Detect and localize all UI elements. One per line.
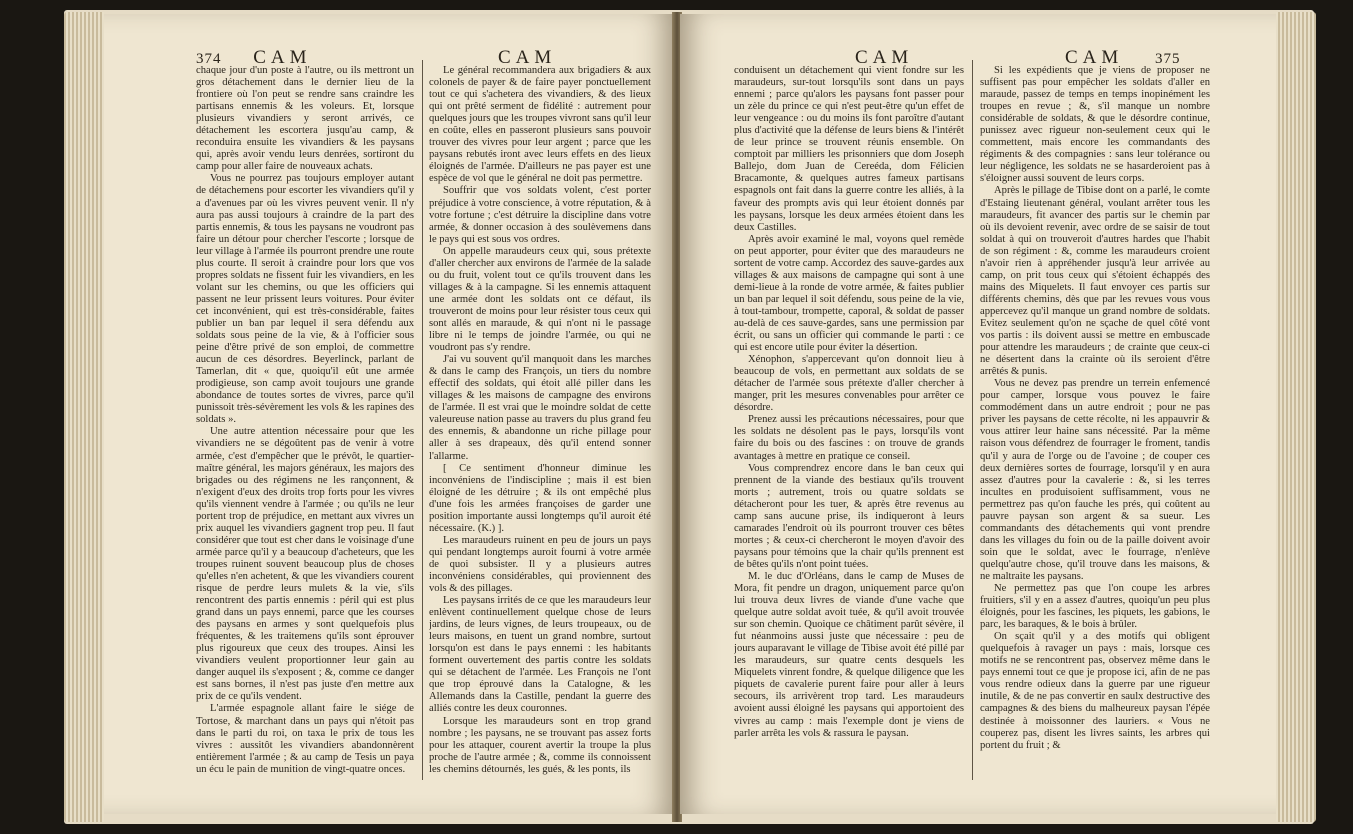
paragraph: On sçait qu'il y a des motifs qui obligent quelquefois à ravager un pays : mais, lorsque ces motifs ne se rencontrent pas, observez même dans le pays ennemi tout ce que je propose ici, afin de ne pas vous rendre odieux dans la guerre par une rigueur inutile, & de ne pas convertir en saulx destructive des campagnes & des biens du malheureux paysan l'épée destinée à moissonner des lauriers. « Vous ne couperez pas, disent les livres saints, les arbres qui portent du fruit ; & (980, 631, 1210, 751)
paragraph: Prenez aussi les précautions nécessaires, pour que les soldats ne désolent pas le pays, lorsqu'ils vont faire du bois ou des fascines : on trouve de grands avantages à mettre en pratique ce conseil. (734, 414, 964, 462)
left-column-1 (196, 65, 414, 795)
paragraph: Souffrir que vos soldats volent, c'est porter préjudice à votre conscience, à votre réputation, & à votre fortune ; c'est détruire la discipline dans votre armée, & donner occasion à des soulèvemens dans le pays qui est sous vos ordres. (429, 185, 651, 245)
right-page (680, 14, 1276, 814)
paragraph: Lorsque les maraudeurs sont en trop grand nombre ; les paysans, ne se trouvant pas assez forts pour les attaquer, courent avertir la troupe la plus proche de l'autre armée ; &, comme ils connoissent les chemins détournés, les gués, & les ponts, ils (429, 715, 651, 775)
paragraph: Vous comprendrez encore dans le ban ceux qui prennent de la viande des bestiaux qu'ils trouvent morts ; autrement, trois ou quatre soldats se détacheront pour les tuer, & après être revenus au camp sans aucune prise, ils indiqueront à leurs camarades l'endroit où ils pourront trouver ces bêtes mortes ; & ceux-ci chercheront le moyen d'avoir des paysans pour témoins que la chair qu'ils prennent est de bêtes qu'ils n'ont point tuées. (734, 462, 964, 570)
header-word: CAM (253, 47, 312, 68)
paragraph: J'ai vu souvent qu'il manquoit dans les marches & dans le camp des François, un tiers du nombre effectif des soldats, qui étoit allé piller dans les villages & les maisons de campagne des environs de l'armée. Il est vrai que le moindre soldat de cette valeureuse nation passe au travers du plus grand feu des ennemis, & abandonne un riche pillage pour aller à ses drapeaux, dès qu'il entend sonner l'allarme. (429, 354, 651, 462)
paragraph: Le général recommandera aux brigadiers & aux colonels de payer & de faire payer ponctuellement tout ce qui s'achetera des vivandiers, & des lieux qui ont prêté serment de fidélité : autrement pour quelques jours que les troupes vivront sans qu'il leur en coûte, elles en passeront plusieurs sans pouvoir trouver des vivres pour leur argent ; parce que les paysans rebutés iront avec leurs effets en des lieux éloignés de l'armée. D'ailleurs ne pas payer est une espèce de vol que le général ne doit pas permettre. (429, 65, 651, 185)
header-word: CAM (855, 47, 914, 68)
header-word: CAM (498, 47, 557, 68)
paragraph: Après le pillage de Tibise dont on a parlé, le comte d'Estaing lieutenant général, voulant arrêter tous les maraudeurs, fit avancer des partis sur le chemin par où ils devoient revenir, avec ordre de se saisir de tout soldat à qui on trouveroit d'autres hardes que l'habit de son régiment : &, comme les maraudeurs croient n'avoir rien à appréhender jusqu'à leur arrivée au camp, on prit tous ceux qui s'étoient échappés des mains des Miquelets. Il faut envoyer ces partis sur différents chemins, dès que par les revues vous vous appercevez qu'il manque un grand nombre de soldats. Evitez seulement qu'on ne sçache de quel côté vont vos partis : ils doivent aussi se mettre en embuscade pour attendre les maraudeurs ; de crainte que ceux-ci ne désertent dans la crainte où ils seroient d'être arrêtés & punis. (980, 185, 1210, 378)
paragraph: Vous ne devez pas prendre un terrein enfemencé pour camper, lorsque vous pouvez le faire commodément dans un autre endroit ; pour ne pas priver les paysans de cette récolte, ni les appauvrir & vous attirer leur haine sans nécessité. Par la même raison vous défendrez de fourrager le froment, tandis qu'il y aura de l'orge ou de l'avoine ; de couper ces deux dernières sortes de fourrage, lorsqu'il y en aura assez d'autres pour la cavalerie : &, si les terres incultes en produisoient suffisamment, vous ne permettrez pas qu'on fauche les prés, qui coûtent au pauvre paysan son argent & sa sueur. Les commandants des détachements qui vont prendre dans les villages du foin ou de la paille doivent avoir soin que le soldat, avec le fourrage, n'enlève quelqu'autre chose, qu'il trouve dans les maisons, & ne maltraite les paysans. (980, 378, 1210, 582)
paragraph: chaque jour d'un poste à l'autre, ou ils mettront un gros détachement dans le dernier lieu de la frontiere où l'on peut se rendre sans craindre les partisans ennemis & les voleurs. Et, lorsque plusieurs vivandiers y seront arrivés, ce détachement les escortera jusqu'au camp, & reconduira ensuite les vivandiers & les paysans qui, après avoir vendu leurs denrées, sortiront du camp pour aller faire de nouveaux achats. (196, 65, 414, 173)
page-number: 374 (196, 51, 222, 67)
column-rule (972, 60, 973, 780)
paragraph: M. le duc d'Orléans, dans le camp de Muses de Mora, fit pendre un dragon, uniquement parce qu'on lui trouva deux livres de viande d'une vache que quelque autre soldat avoit tuée, & qu'il avoit trouvée sur son chemin. Quoique ce châtiment parût sévère, il fut néanmoins aussi juste que nécessaire : peu de jours auparavant le village de Tibise avoit été pillé par les maraudeurs, sur quatre cents desquels les Miquelets vinrent fondre, & quelque diligence que les piquets de cavalerie purent faire pour aller à leurs secours, ils arrivèrent trop tard. Les maraudeurs avoient aussi éloigné les paysans qui apportoient des vivres au camp : mais l'exemple dont je viens de parler arrêta les vols & rassura le paysan. (734, 570, 964, 739)
right-column-1 (734, 65, 964, 795)
right-page-edges (1276, 12, 1316, 822)
paragraph: Vous ne pourrez pas toujours employer autant de détachemens pour escorter les vivandiers qu'il y a d'avenues par où les vivres peuvent venir. Il n'y aura pas aussi toujours à craindre de la part des partis ennemis, & tous les paysans ne voudront pas faire un détour pour chercher l'escorte ; lorsque de leur village à l'armée ils pourront prendre une route plus courte. Il seroit à craindre pour lors que vos propres soldats ne fissent fuir les vivandiers, en les volant sur les chemins, ou que les officiers qui passent ne leur prissent leurs voitures. Pour éviter cet inconvénient, qui est très-considérable, faites publier un ban par lequel il sera défendu aux soldats sous peine de la vie, & à l'officier sous peine d'être privé de son emploi, de commettre aucun de ces désordres. Beyerlinck, parlant de Tamerlan, dit « que, quoiqu'il eût une armée prodigieuse, son camp avoit toujours une grande abondance de toutes sortes de vivres, parce qu'il punissoit très-sévèrement les vols & les rapines des soldats ». (196, 173, 414, 426)
page-number: 375 (1155, 51, 1181, 67)
paragraph: Xénophon, s'appercevant qu'on donnoit lieu à beaucoup de vols, en permettant aux soldats de se détacher de l'armée sous prétexte d'aller chercher à manger, prit les mesures convenables pour arrêter ce désordre. (734, 354, 964, 414)
paragraph: Ne permettez pas que l'on coupe les arbres fruitiers, s'il y en a assez d'autres, quoiqu'un peu plus éloignés, pour les fascines, les piquets, les gabions, le parc, les baraques, & le bois à brûler. (980, 583, 1210, 631)
paragraph: On appelle maraudeurs ceux qui, sous prétexte d'aller chercher aux environs de l'armée de la salade ou du fruit, volent tout ce qu'ils trouvent dans les villages & à la campagne. Si les ennemis attaquent une armée dont les soldats ont ce défaut, ils trouveront de moins pour leur résister tous ceux qui sont allés en maraude, & qui n'ont ni le passage libre ni le temps de joindre l'armée, ou qui ne voudront pas s'y rendre. (429, 245, 651, 354)
paragraph: conduisent un détachement qui vient fondre sur les maraudeurs, sur-tout lorsqu'ils sont dans un pays ennemi ; parce qu'alors les paysans font passer pour un zèle du prince ce qui n'est peut-être qu'un effet de leur vengeance : ou du moins ils font paroître d'autant plus d'activité que la défense de leurs biens & l'intérêt de leur prince se trouvent réunis ensemble. On comptoit par milliers les prisonniers que dom Joseph Ballejo, dom Juan de Cereéda, dom Félicien Bracamonte, & quelques autres fameux partisans espagnols ont fait dans la guerre contre les alliés, à la faveur des prompts avis qui leur étoient donnés par les paysans, lorsque les deux armées étoient dans les deux Castilles. (734, 65, 964, 233)
header-word: CAM (1065, 47, 1124, 68)
left-page-edges (64, 12, 104, 822)
left-page (104, 14, 674, 814)
paragraph: Après avoir examiné le mal, voyons quel remède on peut apporter, pour éviter que des maraudeurs ne sortent de votre camp. Accordez des sauve-gardes aux villages & aux maisons de campagne qui sont à une demi-lieue à la ronde de votre armée, & faites publier un ban par lequel il soit défendu, sous peine de la vie, à tout-tambour, trompette, caporal, & soldat de passer au-delà de ces sauve-gardes, sans une permission par écrit, ou sans un officier qui commande le parti : ce qui est encore utile pour éviter la désertion. (734, 233, 964, 354)
paragraph: Les paysans irrités de ce que les maraudeurs leur enlèvent continuellement quelque chose de leurs jardins, de leurs vignes, de leurs troupeaux, ou de leurs maisons, en tuent un grand nombre, surtout lorsqu'on est dans le pays ennemi : les habitants forment ouvertement des partis contre les soldats qui se détachent de l'armée. Les François ne l'ont que trop éprouvé dans la Catalogne, & les Allemands dans la Castille, pendant la guerre des alliés contre les deux couronnes. (429, 595, 651, 715)
paragraph: Si les expédients que je viens de proposer ne suffisent pas pour empêcher les soldats d'aller en maraude, passez de temps en temps inopinément les troupes en revue ; &, s'il manque un nombre considérable de soldats, & que le désordre continue, punissez avec rigueur non-seulement ceux qui le commettent, mais encore les commandants des régiments & des compagnies : sans leur tolérance ou leur négligence, les soldats ne se hasarderoient pas à s'éloigner aussi souvent de leurs corps. (980, 65, 1210, 185)
column-rule (422, 60, 423, 780)
left-column-2 (429, 65, 651, 791)
right-column-2 (980, 65, 1210, 795)
paragraph: Les maraudeurs ruinent en peu de jours un pays qui pendant longtemps auroit fourni à votre armée de quoi subsister. Il y a plusieurs autres inconvéniens considérables, qui proviennent des vols & des pillages. (429, 534, 651, 595)
paragraph: L'armée espagnole allant faire le siége de Tortose, & marchant dans un pays qui n'étoit pas dans le parti du roi, on taxa le prix de tous les vivres : aussitôt les vivandiers abandonnèrent entièrement l'armée ; & au camp de Tesis un paya un écu le pain de munition de vingt-quatre onces. (196, 703, 414, 775)
paragraph: Une autre attention nécessaire pour que les vivandiers ne se dégoûtent pas de venir à votre armée, c'est d'empêcher que le prévôt, le quartier-maître général, les majors généraux, les majors des brigades ou des régimens ne les rançonnent, & n'exigent d'eux des droits trop forts pour les vivres qu'ils viennent vendre à l'armée ; ou qu'ils ne leur portent trop de préjudice, en mettant aux vivres un prix auquel les vivandiers gagnent trop peu. Il faut considérer que tout est cher dans le voisinage d'une armée parce qu'il y a beaucoup d'acheteurs, que les troupes ruinent souvent beaucoup plus de choses qu'elles n'en achetent, & que les vivandiers courent risque de perdre leurs mulets & la vie, s'ils rencontrent des partis ennemis : péril qui est plus grand dans un pays ennemi, parce que les courses des paysans en armes y sont quelquefois plus fréquentes, & les traitemens qu'ils sont éprouver plus rigoureux que ceux des troupes. Ainsi les vivandiers veulent proportionner leur gain au danger auquel ils s'exposent ; &, comme ce danger est sans bornes, il n'est pas juste d'en mettre aux prix de ce qu'ils vendent. (196, 426, 414, 703)
paragraph: [ Ce sentiment d'honneur diminue les inconvéniens de l'indiscipline ; mais il est bien éloigné de les détruire ; & ils ont empêché plus d'une fois les armées françoises de garder une position importante aussi longtemps qu'il auroit été nécessaire. (K.) ]. (429, 462, 651, 534)
